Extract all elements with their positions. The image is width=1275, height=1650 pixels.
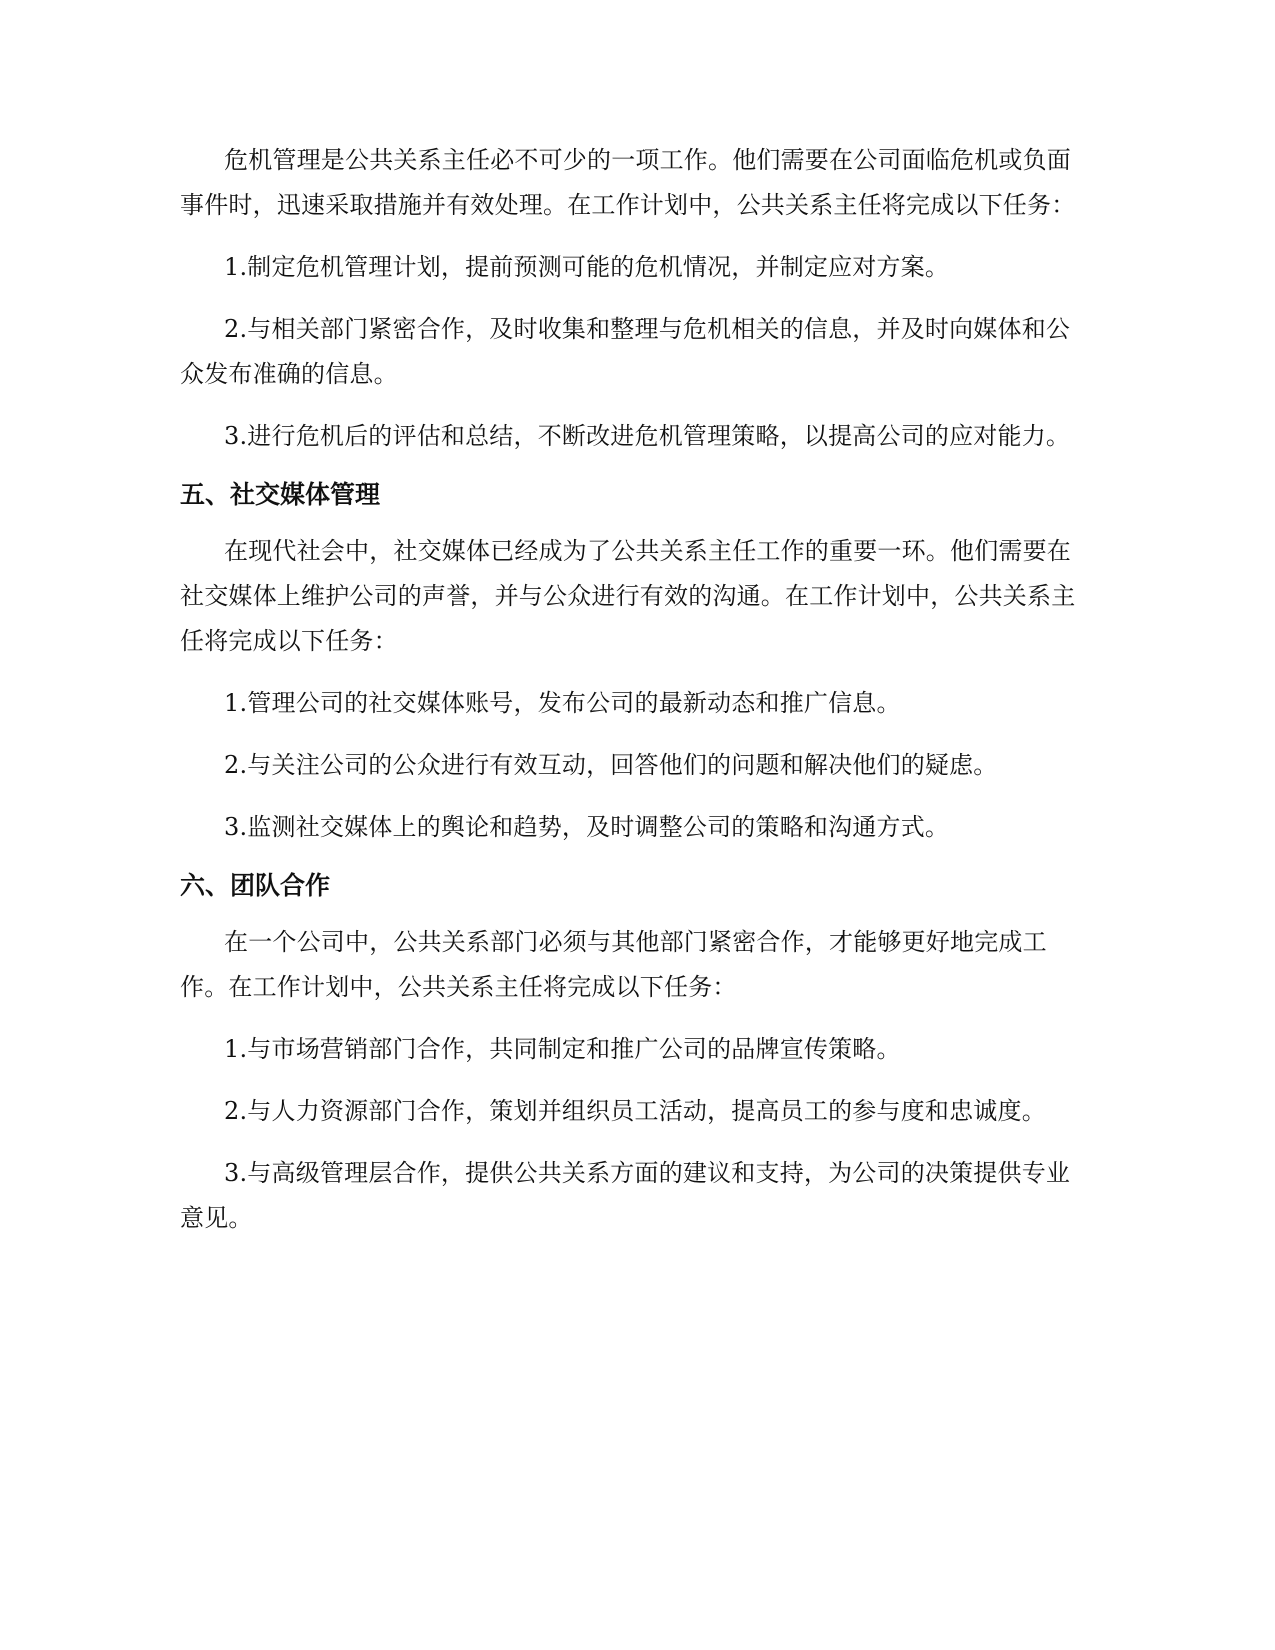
paragraph: 2.与相关部门紧密合作，及时收集和整理与危机相关的信息，并及时向媒体和公众发布准确的信息。 <box>180 315 1071 388</box>
paragraph: 在一个公司中，公共关系部门必须与其他部门紧密合作，才能够更好地完成工作。在工作计划中，公共关系主任将完成以下任务： <box>180 928 1047 1001</box>
paragraph: 1.与市场营销部门合作，共同制定和推广公司的品牌宣传策略。 <box>224 1035 901 1063</box>
paragraph: 3.与高级管理层合作，提供公共关系方面的建议和支持，为公司的决策提供专业意见。 <box>180 1159 1071 1232</box>
paragraph: 3.进行危机后的评估和总结，不断改进危机管理策略，以提高公司的应对能力。 <box>224 422 1071 450</box>
section-heading-social-media: 五、社交媒体管理 <box>180 480 381 509</box>
paragraph: 2.与关注公司的公众进行有效互动，回答他们的问题和解决他们的疑虑。 <box>224 751 998 779</box>
section-heading-teamwork: 六、团队合作 <box>180 871 331 900</box>
paragraph: 1.管理公司的社交媒体账号，发布公司的最新动态和推广信息。 <box>224 689 901 717</box>
paragraph: 3.监测社交媒体上的舆论和趋势，及时调整公司的策略和沟通方式。 <box>224 813 950 841</box>
paragraph: 2.与人力资源部门合作，策划并组织员工活动，提高员工的参与度和忠诚度。 <box>224 1097 1046 1125</box>
document-page <box>180 138 1085 1241</box>
paragraph: 危机管理是公共关系主任必不可少的一项工作。他们需要在公司面临危机或负面事件时，迅速采取措施并有效处理。在工作计划中，公共关系主任将完成以下任务： <box>180 146 1076 219</box>
paragraph: 1.制定危机管理计划，提前预测可能的危机情况，并制定应对方案。 <box>224 253 950 281</box>
paragraph: 在现代社会中，社交媒体已经成为了公共关系主任工作的重要一环。他们需要在社交媒体上维护公司的声誉，并与公众进行有效的沟通。在工作计划中，公共关系主任将完成以下任务： <box>180 537 1076 655</box>
